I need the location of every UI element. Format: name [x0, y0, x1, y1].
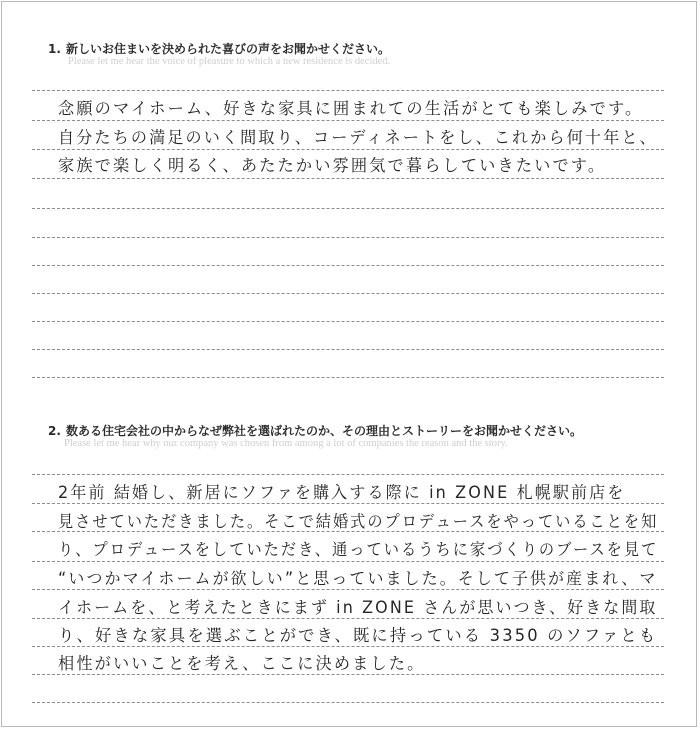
ruled-line	[32, 349, 664, 350]
ruled-line	[32, 702, 664, 703]
answer-2-line-1: 2年前 結婚し、新居にソファを購入する際に in ZONE 札幌駅前店を	[58, 483, 626, 502]
question-1-subtitle: Please let me hear the voice of pleasure to which a new residence is decided.	[68, 56, 391, 67]
ruled-line	[32, 561, 664, 562]
ruled-line	[32, 237, 664, 238]
ruled-line	[32, 674, 664, 675]
ruled-line	[32, 474, 664, 475]
answer-2-line-7: 相性がいいことを考え、ここに決めました。	[58, 654, 426, 673]
answer-1-line-2: 自分たちの満足のいく間取り、コーディネートをし、これから何十年と、	[58, 128, 658, 147]
answer-2-line-2: 見させていただきました。そこで結婚式のプロデュースをやっていることを知	[58, 512, 659, 531]
answer-2-line-3: り、プロデュースをしていただき、通っているうちに家づくりのブースを見て	[58, 540, 659, 559]
answer-2-line-5: イホームを、と考えたときにまず in ZONE さんが思いつき、好きな間取	[58, 598, 658, 617]
question-1-text: 新しいお住まいを決められた喜びの声をお聞かせください。	[66, 42, 391, 56]
ruled-line	[32, 293, 664, 294]
answer-1-area	[32, 90, 664, 380]
ruled-line	[32, 589, 664, 590]
answer-2-area	[32, 474, 664, 714]
answer-2-line-6: り、好きな家具を選ぶことができ、既に持っている 3350 のソファとも	[58, 626, 658, 645]
question-2-text: 数ある住宅会社の中からなぜ弊社を選ばれたのか、その理由とストーリーをお聞かせください。	[66, 424, 583, 438]
ruled-line	[32, 265, 664, 266]
ruled-line	[32, 377, 664, 378]
answer-1-line-1: 念願のマイホーム、好きな家具に囲まれての生活がとても楽しみです。	[58, 99, 644, 118]
ruled-line	[32, 120, 664, 121]
ruled-line	[32, 321, 664, 322]
answer-1-line-3: 家族で楽しく明るく、あたたかい雰囲気で暮らしていきたいです。	[58, 156, 607, 175]
ruled-line	[32, 90, 664, 91]
ruled-line	[32, 208, 664, 209]
question-1-title	[48, 40, 390, 57]
ruled-line	[32, 646, 664, 647]
ruled-line	[32, 618, 664, 619]
ruled-line	[32, 178, 664, 179]
question-2-title	[48, 422, 582, 439]
ruled-line	[32, 503, 664, 504]
ruled-line	[32, 149, 664, 150]
question-2-number: 2.	[48, 424, 61, 438]
answer-2-line-4: “いつかマイホームが欲しい”と思っていました。そして子供が産まれ、マ	[58, 569, 658, 588]
question-2-subtitle: Please let me hear why our company was chosen from among a lot of companies the reason and the story.	[64, 438, 508, 449]
question-1-number: 1.	[48, 42, 61, 56]
